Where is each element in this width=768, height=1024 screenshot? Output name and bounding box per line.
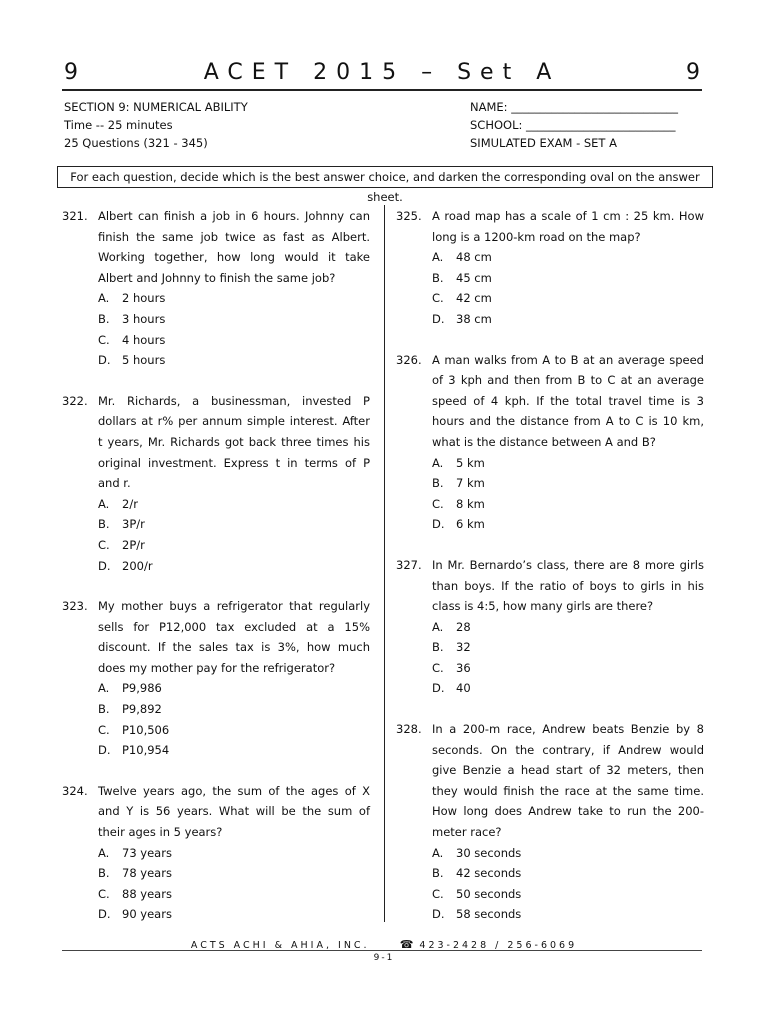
answer-option — [98, 884, 370, 905]
option-text: 4 hours — [122, 332, 166, 347]
option-letter: D. — [432, 681, 445, 696]
answer-option — [98, 288, 370, 309]
question-text: In Mr. Bernardo’s class, there are 8 more girls than boys. If the ratio of boys to girls in his class is 4:5, how many girls are there? — [432, 557, 704, 614]
option-letter: B. — [432, 270, 444, 285]
option-text: 88 years — [122, 886, 172, 901]
answer-option — [432, 637, 704, 658]
name-line: NAME: _____________________________ — [470, 100, 678, 114]
answer-option — [432, 863, 704, 884]
answer-options — [98, 843, 370, 925]
answer-option — [432, 494, 704, 515]
option-text: 42 cm — [456, 291, 492, 306]
answer-option — [432, 884, 704, 905]
question — [62, 391, 370, 576]
answer-option — [98, 740, 370, 761]
question-text: A man walks from A to B at an average speed of 3 kph and then from B to C at an average speed of 4 kph. If the total travel time is 3 hours and the distance from A to C is 10 km, what is the distance between A and B? — [432, 352, 704, 449]
exam-title: ACET 2015 – Set A — [203, 60, 561, 85]
option-letter: B. — [98, 517, 110, 532]
option-letter: D. — [98, 558, 111, 573]
left-column — [62, 206, 370, 945]
answer-option — [432, 288, 704, 309]
answer-option — [432, 473, 704, 494]
telephone-icon: ☎ — [399, 938, 414, 951]
answer-option — [98, 350, 370, 371]
option-text: 78 years — [122, 866, 172, 881]
option-letter: B. — [98, 702, 110, 717]
option-letter: A. — [98, 681, 110, 696]
answer-options — [98, 494, 370, 576]
answer-options — [98, 678, 370, 760]
option-letter: B. — [432, 476, 444, 491]
option-text: 50 seconds — [456, 886, 522, 901]
page-number: 9-1 — [373, 953, 395, 963]
time-limit: Time -- 25 minutes — [64, 118, 173, 132]
answer-option — [432, 904, 704, 925]
answer-option — [98, 699, 370, 720]
answer-option — [432, 617, 704, 638]
question — [396, 719, 704, 925]
option-text: 5 hours — [122, 353, 166, 368]
right-column — [396, 206, 704, 945]
option-text: P9,892 — [122, 702, 162, 717]
option-letter: B. — [432, 640, 444, 655]
question-text: A road map has a scale of 1 cm : 25 km. How long is a 1200-km road on the map? — [432, 209, 704, 244]
option-text: 200/r — [122, 558, 153, 573]
column-divider — [384, 205, 385, 922]
option-text: 8 km — [456, 496, 485, 511]
phone-numbers: 423-2428 / 256-6069 — [419, 940, 578, 951]
option-letter: A. — [98, 291, 110, 306]
option-text: 90 years — [122, 907, 172, 922]
answer-option — [98, 309, 370, 330]
answer-option — [432, 658, 704, 679]
option-text: 48 cm — [456, 250, 492, 265]
question-number: 326. — [396, 352, 422, 367]
option-text: 2/r — [122, 496, 138, 511]
option-letter: D. — [98, 353, 111, 368]
instructions-box: For each question, decide which is the best answer choice, and darken the corresponding oval on the answer sheet. — [57, 166, 713, 188]
option-letter: D. — [432, 517, 445, 532]
answer-option — [432, 678, 704, 699]
answer-option — [98, 863, 370, 884]
question-number: 322. — [62, 393, 88, 408]
question-number: 321. — [62, 209, 88, 223]
answer-option — [98, 556, 370, 577]
answer-option — [98, 494, 370, 515]
question-number: 323. — [62, 599, 88, 614]
option-text: 73 years — [122, 845, 172, 860]
option-letter: B. — [98, 866, 110, 881]
option-text: 3 hours — [122, 311, 166, 326]
answer-option — [432, 268, 704, 289]
option-letter: B. — [432, 866, 444, 881]
option-letter: D. — [432, 907, 445, 922]
answer-option — [98, 720, 370, 741]
answer-option — [432, 514, 704, 535]
option-text: P10,954 — [122, 743, 170, 758]
question-number: 325. — [396, 209, 422, 223]
option-letter: B. — [98, 311, 110, 326]
answer-option — [432, 453, 704, 474]
answer-option — [98, 678, 370, 699]
question-number: 328. — [396, 722, 422, 737]
option-text: 45 cm — [456, 270, 492, 285]
school-line: SCHOOL: __________________________ — [470, 118, 676, 132]
option-text: 40 — [456, 681, 471, 696]
question — [396, 206, 704, 330]
option-text: 36 — [456, 660, 471, 675]
option-text: 42 seconds — [456, 866, 522, 881]
answer-options — [432, 453, 704, 535]
answer-option — [432, 247, 704, 268]
answer-option — [98, 514, 370, 535]
option-letter: D. — [432, 311, 445, 326]
answer-options — [432, 247, 704, 329]
option-text: 30 seconds — [456, 845, 522, 860]
option-letter: A. — [432, 845, 444, 860]
option-text: 38 cm — [456, 311, 492, 326]
option-text: 7 km — [456, 476, 485, 491]
answer-option — [432, 843, 704, 864]
exam-label: SIMULATED EXAM - SET A — [470, 136, 617, 150]
option-letter: C. — [98, 332, 110, 347]
option-text: 6 km — [456, 517, 485, 532]
option-text: 2 hours — [122, 291, 166, 306]
answer-option — [98, 843, 370, 864]
answer-option — [98, 904, 370, 925]
option-letter: A. — [432, 455, 444, 470]
company-name: ACTS ACHI & AHIA, INC. — [190, 940, 370, 951]
section-info — [64, 98, 248, 152]
answer-option — [98, 330, 370, 351]
option-letter: D. — [98, 743, 111, 758]
option-letter: C. — [98, 722, 110, 737]
option-text: 5 km — [456, 455, 485, 470]
option-text: 32 — [456, 640, 471, 655]
section-number-left: 9 — [64, 60, 78, 85]
question-count: 25 Questions (321 - 345) — [64, 136, 208, 150]
section-number-right: 9 — [686, 60, 700, 85]
header-rule — [62, 89, 702, 91]
option-text: 58 seconds — [456, 907, 522, 922]
option-letter: C. — [98, 886, 110, 901]
option-letter: A. — [432, 250, 444, 265]
question — [62, 596, 370, 761]
question-text: Albert can finish a job in 6 hours. Johnny can finish the same job twice as fast as Albert. Working together, how long would it take Albert and Johnny to finish the same job? — [98, 209, 370, 285]
option-letter: A. — [98, 496, 110, 511]
option-text: 3P/r — [122, 517, 145, 532]
option-letter: C. — [432, 496, 444, 511]
option-letter: C. — [432, 660, 444, 675]
answer-option — [98, 535, 370, 556]
question-text: In a 200-m race, Andrew beats Benzie by 8 seconds. On the contrary, if Andrew would give Benzie a head start of 32 meters, then they would finish the race at the same time. How long does Andrew take to run the 200-meter race? — [432, 722, 704, 840]
option-text: P10,506 — [122, 722, 170, 737]
option-text: 2P/r — [122, 537, 145, 552]
question — [62, 781, 370, 925]
question — [396, 350, 704, 535]
footer — [0, 938, 768, 951]
option-letter: C. — [432, 291, 444, 306]
answer-options — [432, 617, 704, 699]
section-name: SECTION 9: NUMERICAL ABILITY — [64, 100, 248, 114]
option-letter: C. — [98, 537, 110, 552]
option-letter: A. — [432, 619, 444, 634]
question — [396, 555, 704, 699]
question-number: 327. — [396, 557, 422, 572]
option-letter: D. — [98, 907, 111, 922]
answer-options — [432, 843, 704, 925]
option-letter: C. — [432, 886, 444, 901]
answer-options — [98, 288, 370, 370]
option-text: P9,986 — [122, 681, 162, 696]
option-text: 28 — [456, 619, 471, 634]
option-letter: A. — [98, 845, 110, 860]
student-info — [470, 98, 678, 152]
answer-option — [432, 309, 704, 330]
question-text: Twelve years ago, the sum of the ages of X and Y is 56 years. What will be the sum of their ages in 5 years? — [98, 783, 370, 840]
question — [62, 206, 370, 371]
question-text: My mother buys a refrigerator that regularly sells for P12,000 tax excluded at a 15% discount. If the sales tax is 3%, how much does my mother pay for the refrigerator? — [98, 599, 370, 675]
question-number: 324. — [62, 783, 88, 798]
question-text: Mr. Richards, a businessman, invested P dollars at r% per annum simple interest. After t years, Mr. Richards got back three times his original investment. Express t in terms of P and r. — [98, 393, 370, 491]
